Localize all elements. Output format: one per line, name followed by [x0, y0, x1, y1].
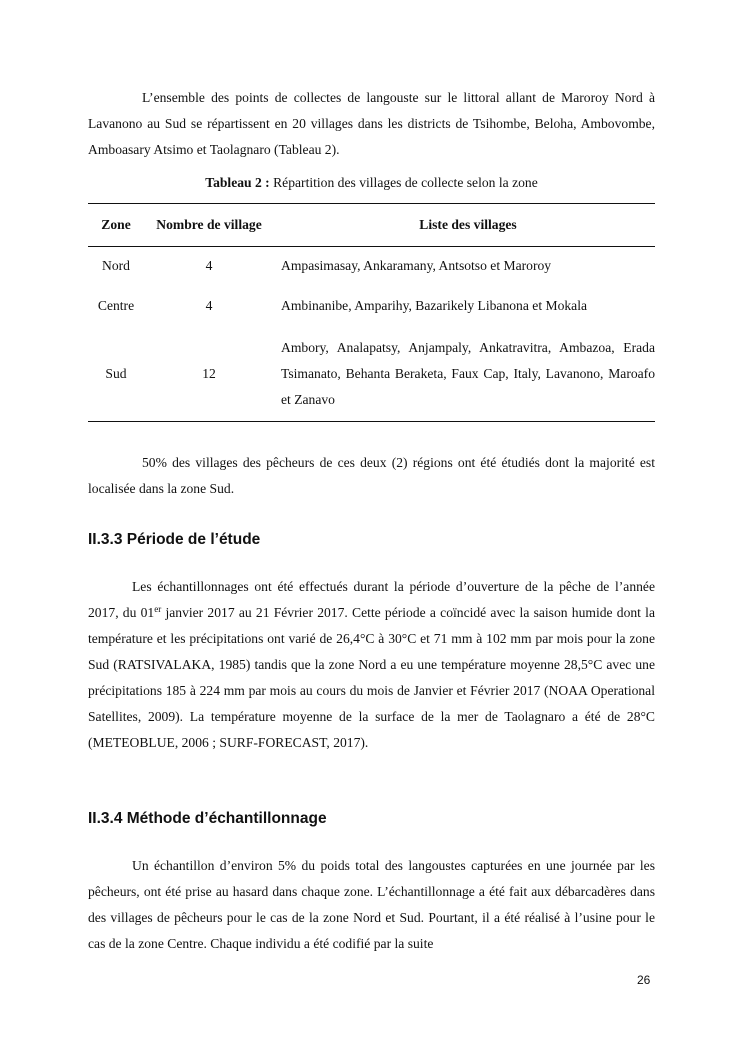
table-caption: [88, 173, 655, 193]
page-number: 26: [637, 973, 651, 987]
intro-text: L’ensemble des points de collectes de langouste sur le littoral allant de Maroroy Nord à Lavanono au Sud se répartissent en 20 villages dans les districts de Tsihombe, Beloha, Ambovombe, Amboasary Atsimo et Taolagnaro (Tableau 2).: [88, 90, 655, 157]
caption-text: Répartition des villages de collecte selon la zone: [269, 175, 538, 190]
intro-paragraph: [88, 85, 655, 163]
table-header-row: [88, 204, 655, 247]
cell-count: 4: [205, 257, 213, 273]
cell-zone: Nord: [102, 257, 130, 273]
table-row: [88, 247, 655, 285]
periode-sup: er: [154, 604, 162, 614]
cell-zone: Sud: [88, 327, 144, 422]
header-count: Nombre de village: [144, 204, 274, 247]
cell-count: 4: [205, 297, 213, 313]
villages-table: [88, 203, 655, 422]
cell-count: 12: [144, 327, 274, 422]
header-villages: Liste des villages: [274, 204, 655, 247]
methode-text: Un échantillon d’environ 5% du poids total des langoustes capturées en une journée par les pêcheurs, ont été prise au hasard dans chaque zone. L’échantillonnage a été fait aux débarcadères dans des villages de pêcheurs pour le cas de la zone Nord et Sud. Pourtant, il a été réalisé à l’usine pour le cas de la zone Centre. Chaque individu a été codifié par la suite: [88, 858, 655, 951]
section-title-periode: II.3.3 Période de l’étude: [88, 531, 261, 548]
cell-villages: Ampasimasay, Ankaramany, Antsotso et Maroroy: [281, 257, 552, 273]
periode-paragraph: [88, 574, 655, 756]
after-table-text: 50% des villages des pêcheurs de ces deux (2) régions ont été étudiés dont la majorité est localisée dans la zone Sud.: [88, 455, 655, 496]
cell-villages: Ambory, Analapatsy, Anjampaly, Ankatravitra, Ambazoa, Erada Tsimanato, Behanta Beraketa, Faux Cap, Italy, Lavanono, Maroafo et Zanavo: [281, 339, 655, 407]
table-row: [88, 327, 655, 422]
header-zone: Zone: [88, 204, 144, 247]
table-row: [88, 285, 655, 327]
cell-villages-wrap: [274, 327, 655, 422]
caption-label: Tableau 2 :: [205, 175, 270, 190]
periode-text-a: Les échantillonnages ont été effectués durant la période d’ouverture de la pêche de l’année 2017, du 01: [88, 579, 655, 620]
after-table-paragraph: [88, 450, 655, 502]
periode-text-b: janvier 2017 au 21 Février 2017. Cette période a coïncidé avec la saison humide dont la température et les précipitations ont varié de 26,4°C à 30°C et 71 mm à 102 mm par mois pour la zone Sud (RATSIVALAKA, 1985) tandis que la zone Nord a eu une température moyenne 28,5°C avec une précipitations 185 à 224 mm par mois au cours du mois de Janvier et Février 2017 (NOAA Operational Satellites, 2009). La température moyenne de la surface de la mer de Taolagnaro a été de 28°C (METEOBLUE, 2006 ; SURF-FORECAST, 2017).: [88, 605, 655, 750]
cell-zone: Centre: [97, 297, 135, 313]
cell-villages: Ambinanibe, Amparihy, Bazarikely Libanona et Mokala: [281, 297, 588, 313]
methode-paragraph: [88, 853, 655, 957]
section-title-methode: II.3.4 Méthode d’échantillonnage: [88, 810, 327, 827]
